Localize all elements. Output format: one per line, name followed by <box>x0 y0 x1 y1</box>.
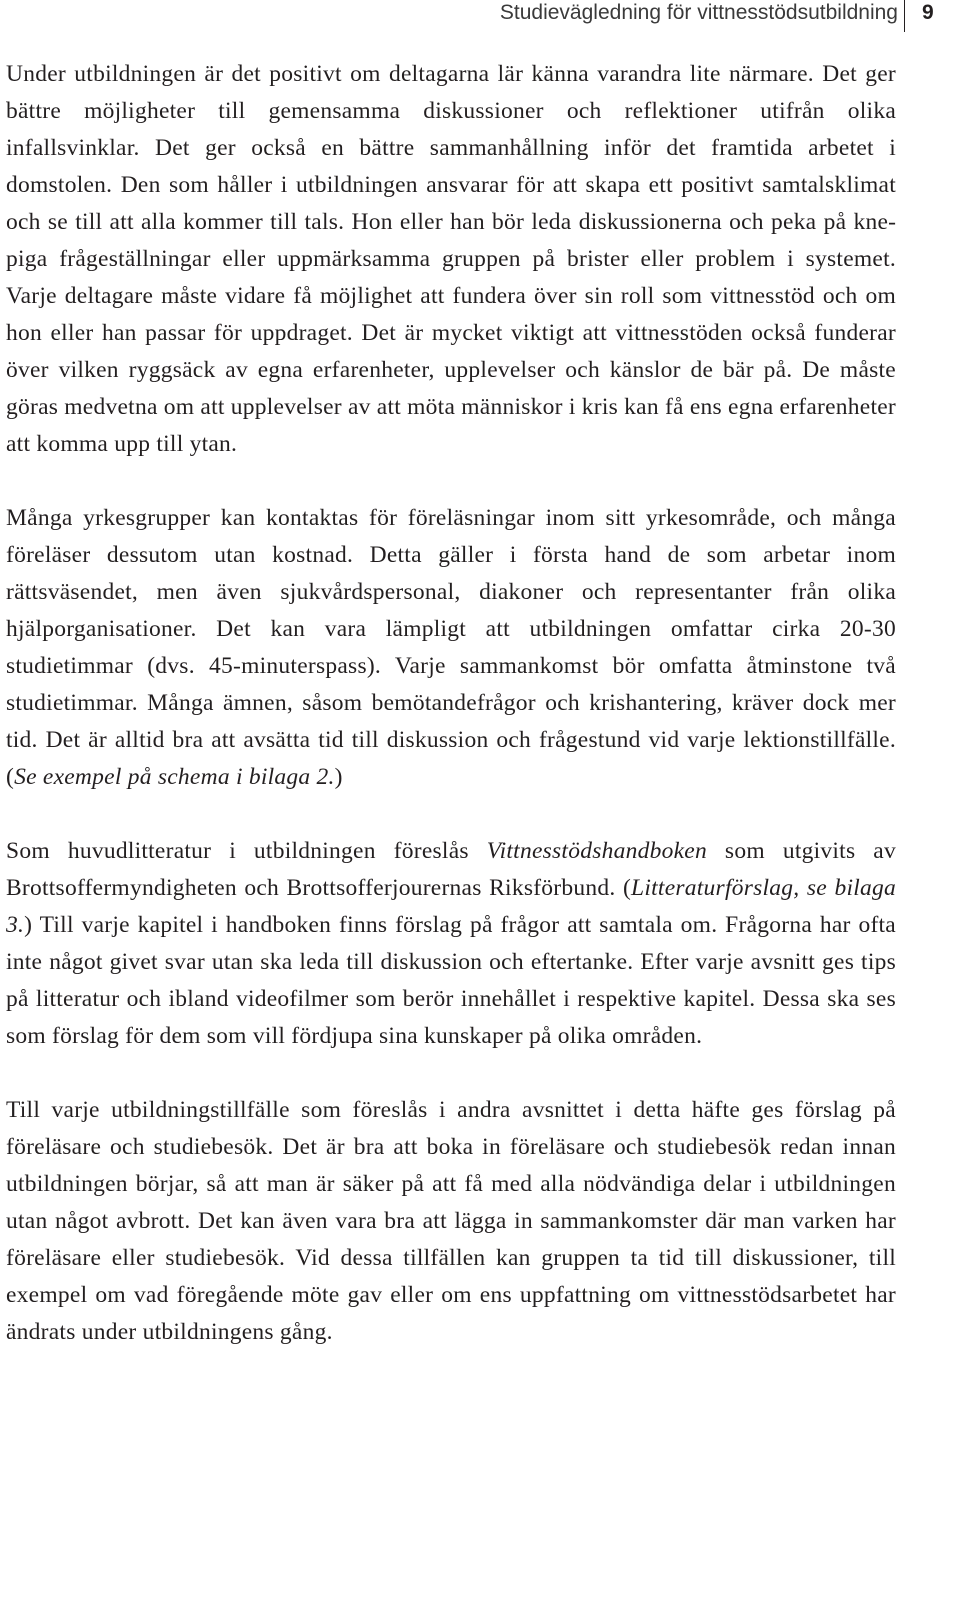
header-divider <box>904 0 905 32</box>
paragraph-3-text-middle: som utgivits av Brottsoffermyndigheten och Brottsofferjourernas Riksförbund. ( <box>6 838 896 901</box>
paragraph-2 <box>6 500 896 796</box>
paragraph-2-text: Många yrkesgrupper kan kontaktas för föreläsningar inom sitt yrkesområde, och många föreläser dessutom utan kostnad. Detta gäller i första hand de som arbetar inom rättsväsendet, men även sjukvårdspersonal, diakoner och representanter från olika hjälporganisationer. Det kan vara lämpligt att utbildningen omfattar cirka 20-30 studietimmar (dvs. 45-minuterspass). Varje sammankomst bör omfatta åtminstone två studietimmar. Många ämnen, såsom bemötandefrågor och krishantering, kräver dock mer tid. Det är alltid bra att avsätta tid till diskussion och frågestund vid varje lektionstillfälle. ( <box>6 505 896 790</box>
schema-reference: Se exempel på schema i bilaga 2. <box>14 764 335 790</box>
book-title: Vittnesstödshandboken <box>486 838 707 864</box>
literature-reference: Litteraturförslag, se bilaga 3. <box>6 875 897 938</box>
paragraph-1-text: Under utbildningen är det positivt om deltagarna lär känna varandra lite närmare. Det ger bättre möjligheter till gemensamma diskussioner och reflektioner utifrån olika infallsvinklar. Det ger också en bättre sammanhållning inför det framtida arbetet i domstolen. Den som håller i utbildningen ansvarar för att skapa ett positivt samtalsklimat och se till att alla kommer till tals. Hon eller han bör leda diskussionerna och peka på knepiga frågeställningar eller uppmärksamma gruppen på brister eller problem i systemet. Varje deltagare måste vidare få möjlighet att fundera över sin roll som vittnesstöd och om hon eller han passar för uppdraget. Det är mycket viktigt att vittnesstöden också funderar över vilken ryggsäck av egna erfarenheter, upplevelser och känslor de bär på. De måste göras medvetna om att upplevelser av att möta människor i kris kan få ens egna erfarenheter att komma upp till ytan. <box>6 61 896 457</box>
paragraph-3-text-start: Som huvudlitteratur i utbildningen föreslås <box>6 838 487 864</box>
paragraph-2-closing: ) <box>334 764 343 790</box>
paragraph-4-text: Till varje utbildningstillfälle som föreslås i andra avsnittet i detta häfte ges förslag på föreläsare och studiebesök. Det är bra att boka in föreläsare och studiebesök redan innan utbildningen börjar, så att man är säker på att få med alla nödvändiga delar i utbildningen utan något avbrott. Det kan även vara bra att lägga in sammankomster där man varken har föreläsare eller studiebesök. Vid dessa tillfällen kan gruppen ta tid till diskussioner, till exempel om vad föregående möte gav eller om ens uppfattning om vittnesstödsarbetet har ändrats under utbildningens gång. <box>6 1097 896 1345</box>
paragraph-1 <box>6 56 896 463</box>
page-number: 9 <box>922 1 934 24</box>
running-header <box>0 0 960 40</box>
paragraph-3 <box>6 833 896 1055</box>
body-text <box>6 56 896 1351</box>
paragraph-4 <box>6 1092 896 1351</box>
paragraph-3-text-end: ) Till varje kapitel i handboken finns förslag på frågor att samtala om. Frågorna har ofta inte något givet svar utan ska leda till diskussion och eftertanke. Efter varje avsnitt ges tips på litteratur och ibland videofilmer som berör innehållet i respektive kapitel. Dessa ska ses som förslag för dem som vill fördjupa sina kunskaper på olika områden. <box>6 912 896 1049</box>
running-header-title: Studievägledning för vittnesstödsutbildning <box>499 1 898 24</box>
